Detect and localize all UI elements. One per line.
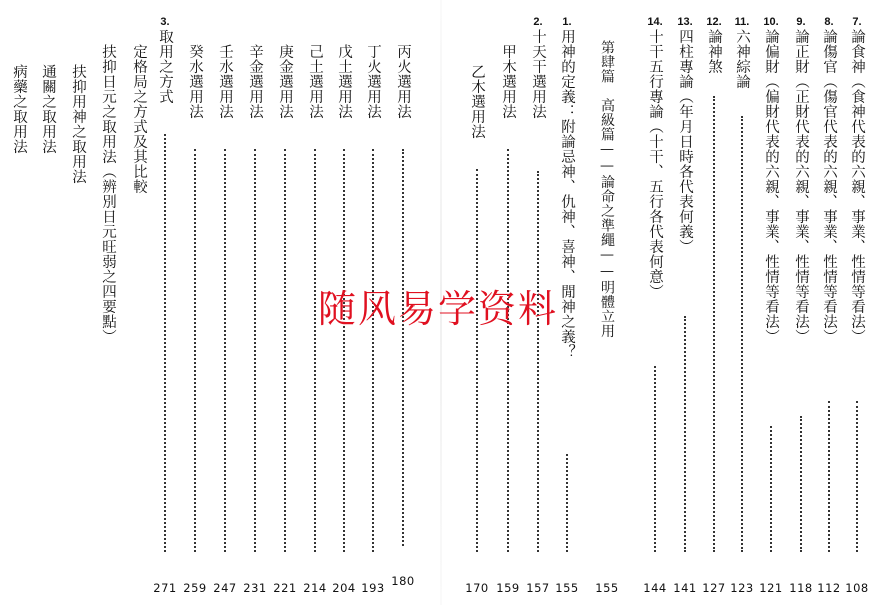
- toc-sub-geju[interactable]: [128, 44, 150, 576]
- entry-title: 論神煞: [706, 29, 722, 74]
- entry-page: 108: [845, 581, 869, 595]
- entry-number: 8.: [824, 16, 834, 28]
- entry-title: 壬水選用法: [217, 44, 233, 119]
- dot-leader: [770, 426, 772, 552]
- entry-title: 己土選用法: [307, 44, 323, 119]
- entry-page: 221: [273, 581, 297, 595]
- dot-leader: [402, 149, 404, 546]
- toc-sub-xin[interactable]: [243, 44, 267, 595]
- entry-number: 2.: [533, 16, 543, 28]
- dot-leader: [372, 149, 374, 552]
- toc-entry-3[interactable]: [153, 16, 177, 595]
- entry-title: 戊土選用法: [336, 44, 352, 119]
- dot-leader: [684, 316, 686, 552]
- entry-title: 甲木選用法: [500, 44, 516, 119]
- entry-title: 定格局之方式及其比較: [131, 44, 147, 194]
- entry-page: 214: [303, 581, 327, 595]
- entry-page: 118: [789, 581, 813, 595]
- entry-number: 14.: [647, 16, 663, 28]
- entry-number: 13.: [677, 16, 693, 28]
- dot-leader: [194, 149, 196, 552]
- toc-entry-10[interactable]: [759, 16, 783, 595]
- entry-title: 丙火選用法: [395, 44, 411, 119]
- entry-title: 取用之方式: [157, 29, 173, 104]
- entry-page: 144: [643, 581, 667, 595]
- toc-entry-12[interactable]: [702, 16, 726, 595]
- dot-leader: [224, 149, 226, 552]
- dot-leader: [713, 96, 715, 552]
- entry-page: 170: [465, 581, 489, 595]
- dot-leader: [164, 134, 166, 552]
- dot-leader: [856, 401, 858, 552]
- dot-leader: [566, 454, 568, 552]
- entry-page: 204: [332, 581, 356, 595]
- entry-title: 論食神（食神代表的六親、事業、性情等看法）: [849, 29, 865, 344]
- dot-leader: [254, 149, 256, 552]
- toc-sub-ren[interactable]: [213, 44, 237, 595]
- entry-page: 259: [183, 581, 207, 595]
- entry-page: 155: [595, 581, 619, 595]
- entry-title: 十干五行專論（十干、五行各代表何意）: [647, 29, 663, 299]
- entry-page: 157: [526, 581, 550, 595]
- entry-number: 7.: [852, 16, 862, 28]
- toc-entry-9[interactable]: [789, 16, 813, 595]
- entry-number: 1.: [562, 16, 572, 28]
- entry-title: 辛金選用法: [247, 44, 263, 119]
- dot-leader: [828, 401, 830, 552]
- dot-leader: [800, 416, 802, 552]
- entry-title: 癸水選用法: [187, 44, 203, 119]
- watermark-text: 随风易学资料: [318, 287, 559, 331]
- toc-part-heading[interactable]: [595, 40, 619, 595]
- toc-entry-7[interactable]: [845, 16, 869, 595]
- dot-leader: [284, 149, 286, 552]
- entry-title: 十天干選用法: [530, 29, 546, 119]
- entry-page: 127: [702, 581, 726, 595]
- part-title: 第肆篇 高級篇——論命之準繩——明體立用: [599, 40, 615, 338]
- entry-page: 112: [817, 581, 841, 595]
- toc-sub-geng[interactable]: [273, 44, 297, 595]
- entry-title: 病藥之取用法: [11, 64, 27, 154]
- entry-title: 論偏財（偏財代表的六親、事業、性情等看法）: [763, 29, 779, 344]
- dot-leader: [314, 149, 316, 552]
- dot-leader: [476, 169, 478, 552]
- dot-leader: [537, 171, 539, 552]
- entry-page: 123: [730, 581, 754, 595]
- entry-page: 180: [391, 574, 415, 588]
- entry-title: 四柱專論（年月日時各代表何義）: [677, 29, 693, 254]
- entry-title: 論傷官（傷官代表的六親、事業、性情等看法）: [821, 29, 837, 344]
- entry-page: 155: [555, 581, 579, 595]
- entry-title: 論正財（正財代表的六親、事業、性情等看法）: [793, 29, 809, 344]
- entry-number: 3.: [160, 16, 170, 28]
- entry-page: 141: [673, 581, 697, 595]
- toc-sub-tongguan[interactable]: [37, 64, 59, 576]
- dot-leader: [343, 149, 345, 552]
- entry-title: 乙木選用法: [469, 64, 485, 139]
- entry-title: 扶抑用神之取用法: [70, 64, 86, 184]
- entry-title: 扶抑日元之取用法（辨別日元旺弱之四要點）: [100, 44, 116, 344]
- entry-title: 用神的定義：附論忌神、仇神、喜神、閒神之義？: [559, 29, 575, 359]
- entry-page: 271: [153, 581, 177, 595]
- dot-leader: [654, 366, 656, 552]
- entry-page: 231: [243, 581, 267, 595]
- toc-sub-bingyao[interactable]: [8, 64, 30, 576]
- entry-page: 121: [759, 581, 783, 595]
- toc-sub-gui[interactable]: [183, 44, 207, 595]
- toc-entry-13[interactable]: [673, 16, 697, 595]
- toc-entry-8[interactable]: [817, 16, 841, 595]
- toc-sub-fuyi-riyuan[interactable]: [97, 44, 119, 576]
- entry-page: 247: [213, 581, 237, 595]
- entry-title: 丁火選用法: [365, 44, 381, 119]
- dot-leader: [507, 149, 509, 552]
- entry-number: 10.: [763, 16, 779, 28]
- entry-title: 六神綜論: [734, 29, 750, 89]
- toc-sub-fuyi-yongshen[interactable]: [67, 64, 89, 576]
- entry-number: 12.: [706, 16, 722, 28]
- toc-entry-14[interactable]: [643, 16, 667, 595]
- entry-number: 11.: [734, 16, 750, 28]
- entry-title: 庚金選用法: [277, 44, 293, 119]
- toc-entry-1[interactable]: [555, 16, 579, 595]
- entry-number: 9.: [796, 16, 806, 28]
- entry-page: 159: [496, 581, 520, 595]
- entry-page: 193: [361, 581, 385, 595]
- entry-title: 通關之取用法: [40, 64, 56, 154]
- toc-entry-11[interactable]: [730, 16, 754, 595]
- dot-leader: [741, 116, 743, 552]
